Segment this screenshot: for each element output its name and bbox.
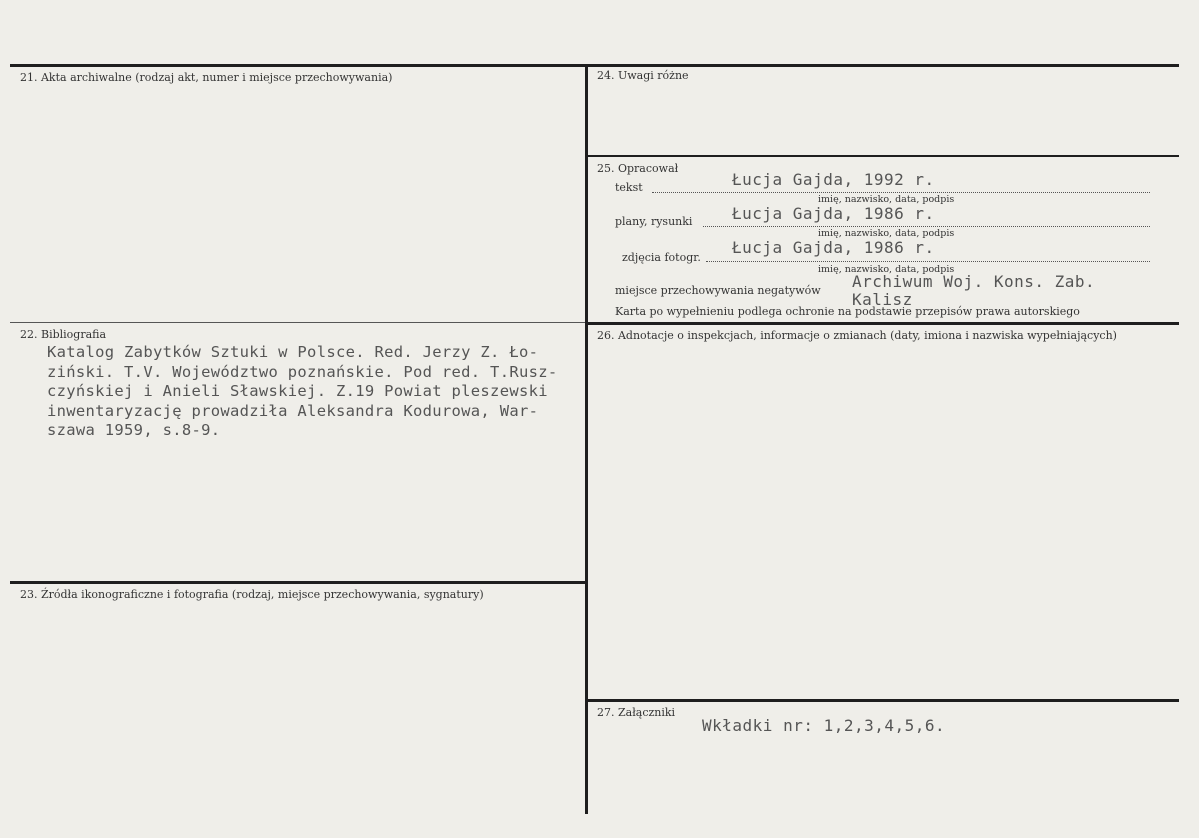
top-rule: [10, 64, 1179, 67]
copyright-notice: Karta po wypełnieniu podlega ochronie na podstawie przepisów prawa autorskiego: [615, 305, 1080, 318]
bibliography-text: [47, 343, 587, 441]
rule-26-27: [588, 699, 1179, 702]
section-22-label: 22. Bibliografia: [20, 328, 107, 341]
section-27-label: 27. Załączniki: [597, 706, 676, 719]
plany-dotted-line: [703, 226, 1150, 227]
tekst-caption: imię, nazwisko, data, podpis: [818, 194, 955, 205]
zdjecia-value: Łucja Gajda, 1986 r.: [732, 238, 935, 257]
rule-22-23: [10, 581, 585, 584]
negatywy-label: miejsce przechowywania negatywów: [615, 284, 821, 297]
plany-label: plany, rysunki: [615, 215, 693, 228]
bibliography-line: inwentaryzację prowadziła Aleksandra Kodurowa, War-: [47, 401, 539, 420]
tekst-label: tekst: [615, 181, 643, 194]
tekst-value: Łucja Gajda, 1992 r.: [732, 170, 935, 189]
section-21-label: 21. Akta archiwalne (rodzaj akt, numer i miejsce przechowywania): [20, 71, 393, 84]
section-24-label: 24. Uwagi różne: [597, 69, 689, 82]
plany-caption: imię, nazwisko, data, podpis: [818, 228, 955, 239]
bibliography-line: szawa 1959, s.8-9.: [47, 421, 221, 439]
rule-24-25: [588, 155, 1179, 157]
section-23-label: 23. Źródła ikonograficzne i fotografia (rodzaj, miejsce przechowywania, sygnatury): [20, 588, 484, 601]
zdjecia-dotted-line: [706, 261, 1150, 262]
bibliography-line: czyńskiej i Anieli Sławskiej. Z.19 Powiat pleszewski: [47, 382, 548, 400]
attachments-value: Wkładki nr: 1,2,3,4,5,6.: [702, 716, 946, 735]
zdjecia-caption: imię, nazwisko, data, podpis: [818, 264, 955, 275]
negatywy-value-line1: Archiwum Woj. Kons. Zab.: [852, 272, 1096, 291]
section-25-label: 25. Opracował: [597, 162, 679, 175]
bibliography-line: ziński. T.V. Województwo poznańskie. Pod red. T.Rusz-: [47, 362, 558, 381]
section-26-label: 26. Adnotacje o inspekcjach, informacje o zmianach (daty, imiona i nazwiska wypełniających): [597, 329, 1117, 342]
rule-25-26: [588, 322, 1179, 325]
negatywy-value-line2: Kalisz: [852, 290, 913, 309]
bibliography-line: Katalog Zabytków Sztuki w Polsce. Red. Jerzy Z. Ło-: [47, 343, 539, 361]
plany-value: Łucja Gajda, 1986 r.: [732, 204, 935, 223]
tekst-dotted-line: [652, 192, 1150, 193]
zdjecia-label: zdjęcia fotogr.: [622, 251, 701, 264]
rule-21-22: [10, 322, 585, 323]
